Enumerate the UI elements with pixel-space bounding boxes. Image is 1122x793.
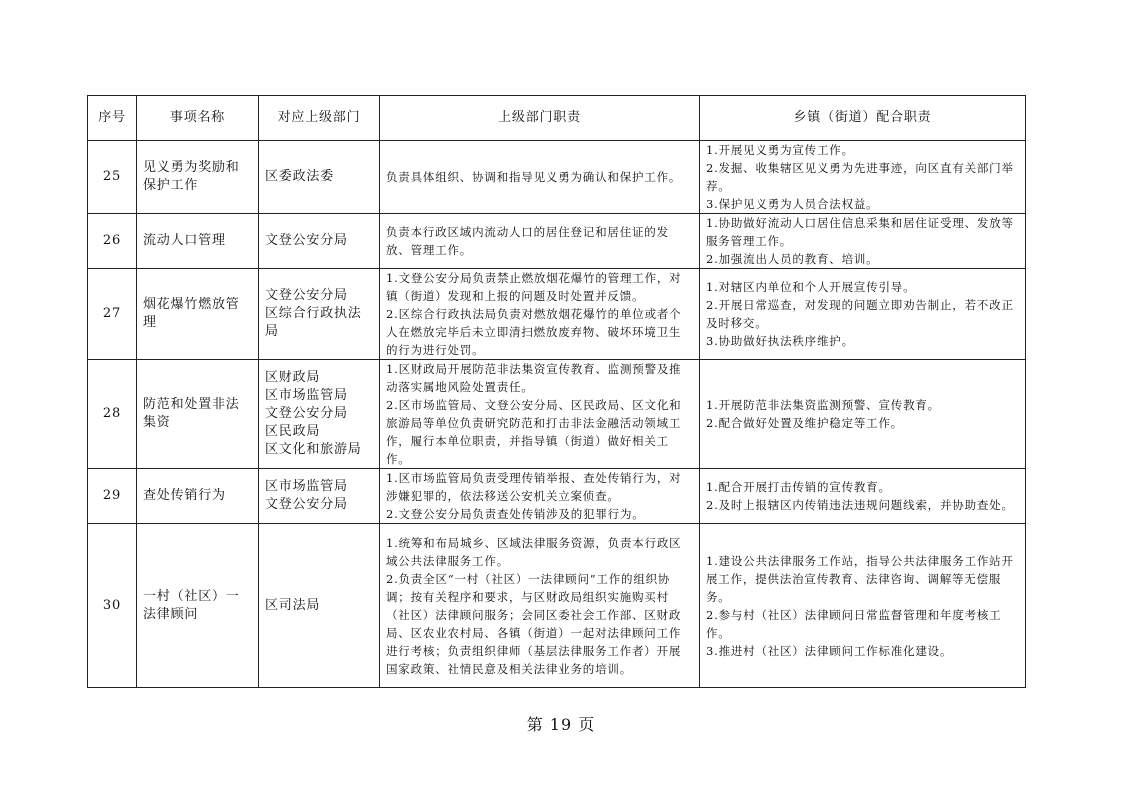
upper-dept — [259, 360, 380, 469]
dept-line: 区综合行政执法局 — [265, 306, 362, 339]
duty-line: 2.及时上报辖区内传销违法违规问题线索，并协助查处。 — [706, 498, 1014, 512]
duty-line: 2.参与村（社区）法律顾问日常监督管理和年度考核工作。 — [706, 607, 1002, 640]
upper-duty — [380, 214, 700, 269]
dept-line: 文登公安分局 — [265, 497, 348, 512]
duty-line: 3.推进村（社区）法律顾问工作标准化建设。 — [706, 643, 953, 658]
item-name: 见义勇为奖励和保护工作 — [137, 141, 259, 214]
duty-line: 1.对辖区内单位和个人开展宣传引导。 — [706, 280, 916, 294]
upper-duty — [380, 469, 700, 524]
header-town-duty: 乡镇（街道）配合职责 — [700, 96, 1026, 141]
town-duty — [700, 524, 1026, 688]
town-duty — [700, 269, 1026, 360]
duty-line: 1.建设公共法律服务工作站，指导公共法律服务工作站开展工作，提供法治宣传教育、法律咨询、调解等无偿服务。 — [706, 553, 1014, 604]
dept-line: 文登公安分局 — [265, 288, 348, 303]
duty-line: 负责本行政区域内流动人口的居住登记和居住证的发放、管理工作。 — [386, 225, 669, 257]
duty-line: 2.文登公安分局负责查处传销涉及的犯罪行为。 — [386, 507, 645, 521]
page-number: 第 19 页 — [526, 715, 596, 734]
header-item-name: 事项名称 — [137, 96, 259, 141]
upper-duty — [380, 141, 700, 214]
table-row — [88, 524, 1026, 688]
header-upper-dept: 对应上级部门 — [259, 96, 380, 141]
upper-duty — [380, 524, 700, 688]
row-number: 30 — [88, 524, 137, 688]
table-row — [88, 269, 1026, 360]
table-row — [88, 141, 1026, 214]
duty-line: 1.区财政局开展防范非法集资宣传教育、监测预警及推动落实属地风险处置责任。 — [386, 362, 682, 394]
row-number: 29 — [88, 469, 137, 524]
dept-line: 区委政法委 — [265, 169, 335, 184]
duty-line: 负责具体组织、协调和指导见义勇为确认和保护工作。 — [386, 170, 682, 184]
upper-duty — [380, 360, 700, 469]
duty-line: 2.加强流出人员的教育、培训。 — [706, 252, 879, 266]
header-upper-duty: 上级部门职责 — [380, 96, 700, 141]
dept-line: 文登公安分局 — [265, 406, 348, 421]
duty-line: 1.区市场监管局负责受理传销举报、查处传销行为，对涉嫌犯罪的，依法移送公安机关立案侦查。 — [386, 471, 682, 503]
duty-line: 3.协助做好执法秩序维护。 — [706, 334, 854, 348]
row-number: 28 — [88, 360, 137, 469]
upper-duty — [380, 269, 700, 360]
duty-line: 2.负责全区“一村（社区）一法律顾问”工作的组织协调；按有关程序和要求，与区财政局组织实施购买村（社区）法律顾问服务；会同区委社会工作部、区财政局、区农业农村局、各镇（街道）一起对法律顾问工作进行考核；负责组织律师（基层法律服务工作者）开展国家政策、社情民意及相关法律业务的培训。 — [386, 571, 682, 676]
dept-line: 区文化和旅游局 — [265, 442, 362, 457]
item-name: 烟花爆竹燃放管理 — [137, 269, 259, 360]
table-row — [88, 214, 1026, 269]
row-number: 25 — [88, 141, 137, 214]
duty-line: 2.配合做好处置及维护稳定等工作。 — [706, 416, 904, 430]
table-row — [88, 360, 1026, 469]
duty-line: 1.协助做好流动人口居住信息采集和居住证受理、发放等服务管理工作。 — [706, 216, 1014, 248]
header-no: 序号 — [88, 96, 137, 141]
duty-line: 1.开展见义勇为宣传工作。 — [706, 143, 854, 157]
duty-line: 2.发掘、收集辖区见义勇为先进事迹，向区直有关部门举荐。 — [706, 161, 1014, 193]
town-duty — [700, 469, 1026, 524]
duty-line: 1.开展防范非法集资监测预警、宣传教育。 — [706, 398, 940, 412]
row-number: 27 — [88, 269, 137, 360]
row-number: 26 — [88, 214, 137, 269]
duty-line: 3.保护见义勇为人员合法权益。 — [706, 197, 879, 211]
upper-dept — [259, 214, 380, 269]
duty-line: 1.统筹和布局城乡、区域法律服务资源，负责本行政区域公共法律服务工作。 — [386, 535, 682, 568]
dept-line: 区市场监管局 — [265, 479, 348, 494]
dept-line: 区民政局 — [265, 424, 321, 439]
item-name: 防范和处置非法集资 — [137, 360, 259, 469]
upper-dept — [259, 524, 380, 688]
upper-dept — [259, 469, 380, 524]
item-name: 查处传销行为 — [137, 469, 259, 524]
duty-table — [87, 95, 1026, 688]
item-name: 流动人口管理 — [137, 214, 259, 269]
table-header-row — [88, 96, 1026, 141]
town-duty — [700, 214, 1026, 269]
dept-line: 文登公安分局 — [265, 233, 348, 248]
duty-line: 1.配合开展打击传销的宣传教育。 — [706, 480, 891, 494]
dept-line: 区市场监管局 — [265, 388, 348, 403]
dept-line: 区财政局 — [265, 370, 321, 385]
item-name: 一村（社区）一法律顾问 — [137, 524, 259, 688]
upper-dept — [259, 141, 380, 214]
town-duty — [700, 360, 1026, 469]
table-row — [88, 469, 1026, 524]
duty-line: 1.文登公安分局负责禁止燃放烟花爆竹的管理工作，对镇（街道）发现和上报的问题及时处置并反馈。 — [386, 271, 682, 303]
duty-line: 2.区综合行政执法局负责对燃放烟花爆竹的单位或者个人在燃放完毕后未立即清扫燃放废弃物、破坏环境卫生的行为进行处罚。 — [386, 307, 682, 357]
upper-dept — [259, 269, 380, 360]
duty-line: 2.开展日常巡查，对发现的问题立即劝告制止，若不改正及时移交。 — [706, 298, 1014, 330]
dept-line: 区司法局 — [265, 597, 321, 613]
duty-line: 2.区市场监管局、文登公安分局、区民政局、区文化和旅游局等单位负责研究防范和打击非法金融活动领域工作，履行本单位职责，并指导镇（街道）做好相关工作。 — [386, 398, 682, 466]
town-duty — [700, 141, 1026, 214]
